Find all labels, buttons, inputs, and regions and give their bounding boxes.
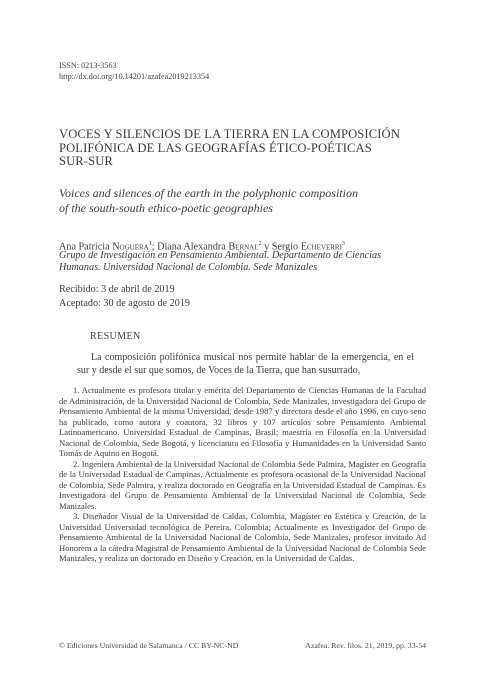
doi-link[interactable]: http://dx.doi.org/10.14201/azafea2019213354: [59, 72, 210, 81]
title-line: SUR-SUR: [59, 154, 113, 168]
author-surname: Bernal: [228, 241, 259, 253]
article-metadata: [59, 60, 209, 82]
license-notice: © Ediciones Universidad de Salamanca / CC BY-NC-ND: [59, 641, 239, 650]
footnote-marker[interactable]: 3: [341, 241, 345, 247]
title-line: VOCES Y SILENCIOS DE LA TIERRA EN LA COMPOSICIÓN: [59, 127, 400, 141]
affiliation: [59, 250, 459, 274]
author-separator: y Sergio: [261, 241, 301, 253]
author-separator: ; Diana Alexandra: [151, 241, 229, 253]
journal-citation: Azafea. Rev. filos. 21, 2019, pp. 33-54: [305, 641, 426, 650]
affiliation-line: Grupo de Investigación en Pensamiento Ambiental. Departamento de Ciencias: [59, 250, 382, 261]
author-surname: Echeverri: [300, 241, 342, 253]
footnote-marker[interactable]: 2: [258, 241, 262, 247]
footnote: 2. Ingeniera Ambiental de la Universidad Nacional de Colombia Sede Palmira, Magíster en Geografía de la Universidad Estadual de Campinas, Actualmente es profesora ocasional de la Universidad Nacional de Colombia, Sede Palmira, y realiza doctorado en Geografía en la Universidad Estadual de Campinas. Es Investigadora del Grupo de Pensamiento Ambiental de la Universidad Nacional de Colombia, Sede Manizales.: [59, 458, 426, 511]
article-title: [59, 128, 439, 169]
issn: ISSN: 0213-3563: [59, 61, 117, 70]
author-given-name: Ana Patricia: [59, 241, 113, 253]
subtitle-line: of the south-south ethico-poetic geographies: [59, 200, 273, 215]
accepted-date: Aceptado: 30 de agosto de 2019: [59, 298, 190, 309]
received-date: Recibido: 3 de abril de 2019: [59, 284, 175, 295]
title-line: POLIFÓNICA DE LAS GEOGRAFÍAS ÉTICO-POÉTICAS: [59, 140, 372, 155]
footnote-marker[interactable]: 1: [148, 241, 152, 247]
footnotes: [59, 385, 426, 564]
author-surname: Noguera: [112, 241, 149, 253]
abstract-heading: RESUMEN: [90, 331, 141, 342]
affiliation-line: Humanas. Universidad Nacional de Colombia. Sede Manizales: [59, 262, 318, 273]
english-title: [59, 186, 459, 215]
abstract-text: [77, 351, 414, 377]
footnote: 1. Actualmente es profesora titular y emérita del Departamento de Ciencias Humanas de la Facultad de Administración, de la Universidad Nacional de Colombia, Sede Manizales, investigadora del Grupo de Pensamiento Ambiental de la misma Universidad, desde 1987 y directora desde el año 1996, en cuyo seno ha publicado, como autora y coautora, 32 libros y 107 artículos sobre Pensamiento Ambiental Latinoamericano. Universidad Estadual de Campinas, Brasil; maestría en Filosofía en la Universidad Nacional de Colombia, Sede Bogotá, y licenciatura en Filosofía y Humanidades en la Universidad Santo Tomás de Aquino en Bogotá.: [59, 385, 426, 458]
article-dates: [59, 283, 190, 311]
abstract-paragraph: La composición polifónica musical nos permite hablar de la emergencia, en el sur y desde el sur que somos, de Voces de la Tierra, que han susurrado,: [77, 352, 414, 376]
subtitle-line: Voices and silences of the earth in the polyphonic composition: [59, 186, 358, 200]
footnote: 3. Diseñador Visual de la Universidad de Caldas, Colombia, Magíster en Estética y Creación, de la Universidad Universidad tecnológica de Pereira, Colombia; Actualmente es Investigador del Grupo de Pensamiento Ambiental de la Universidad Nacional de Colombia, Sede Manizales, profesor invitado Ad Honorem a la cátedra Magistral de Pensamiento Ambiental de la Universidad Nacional de Colombia Sede Manizales, y realiza un doctorado en Diseño y Creación, en la Universidad de Caldas.: [59, 511, 426, 563]
